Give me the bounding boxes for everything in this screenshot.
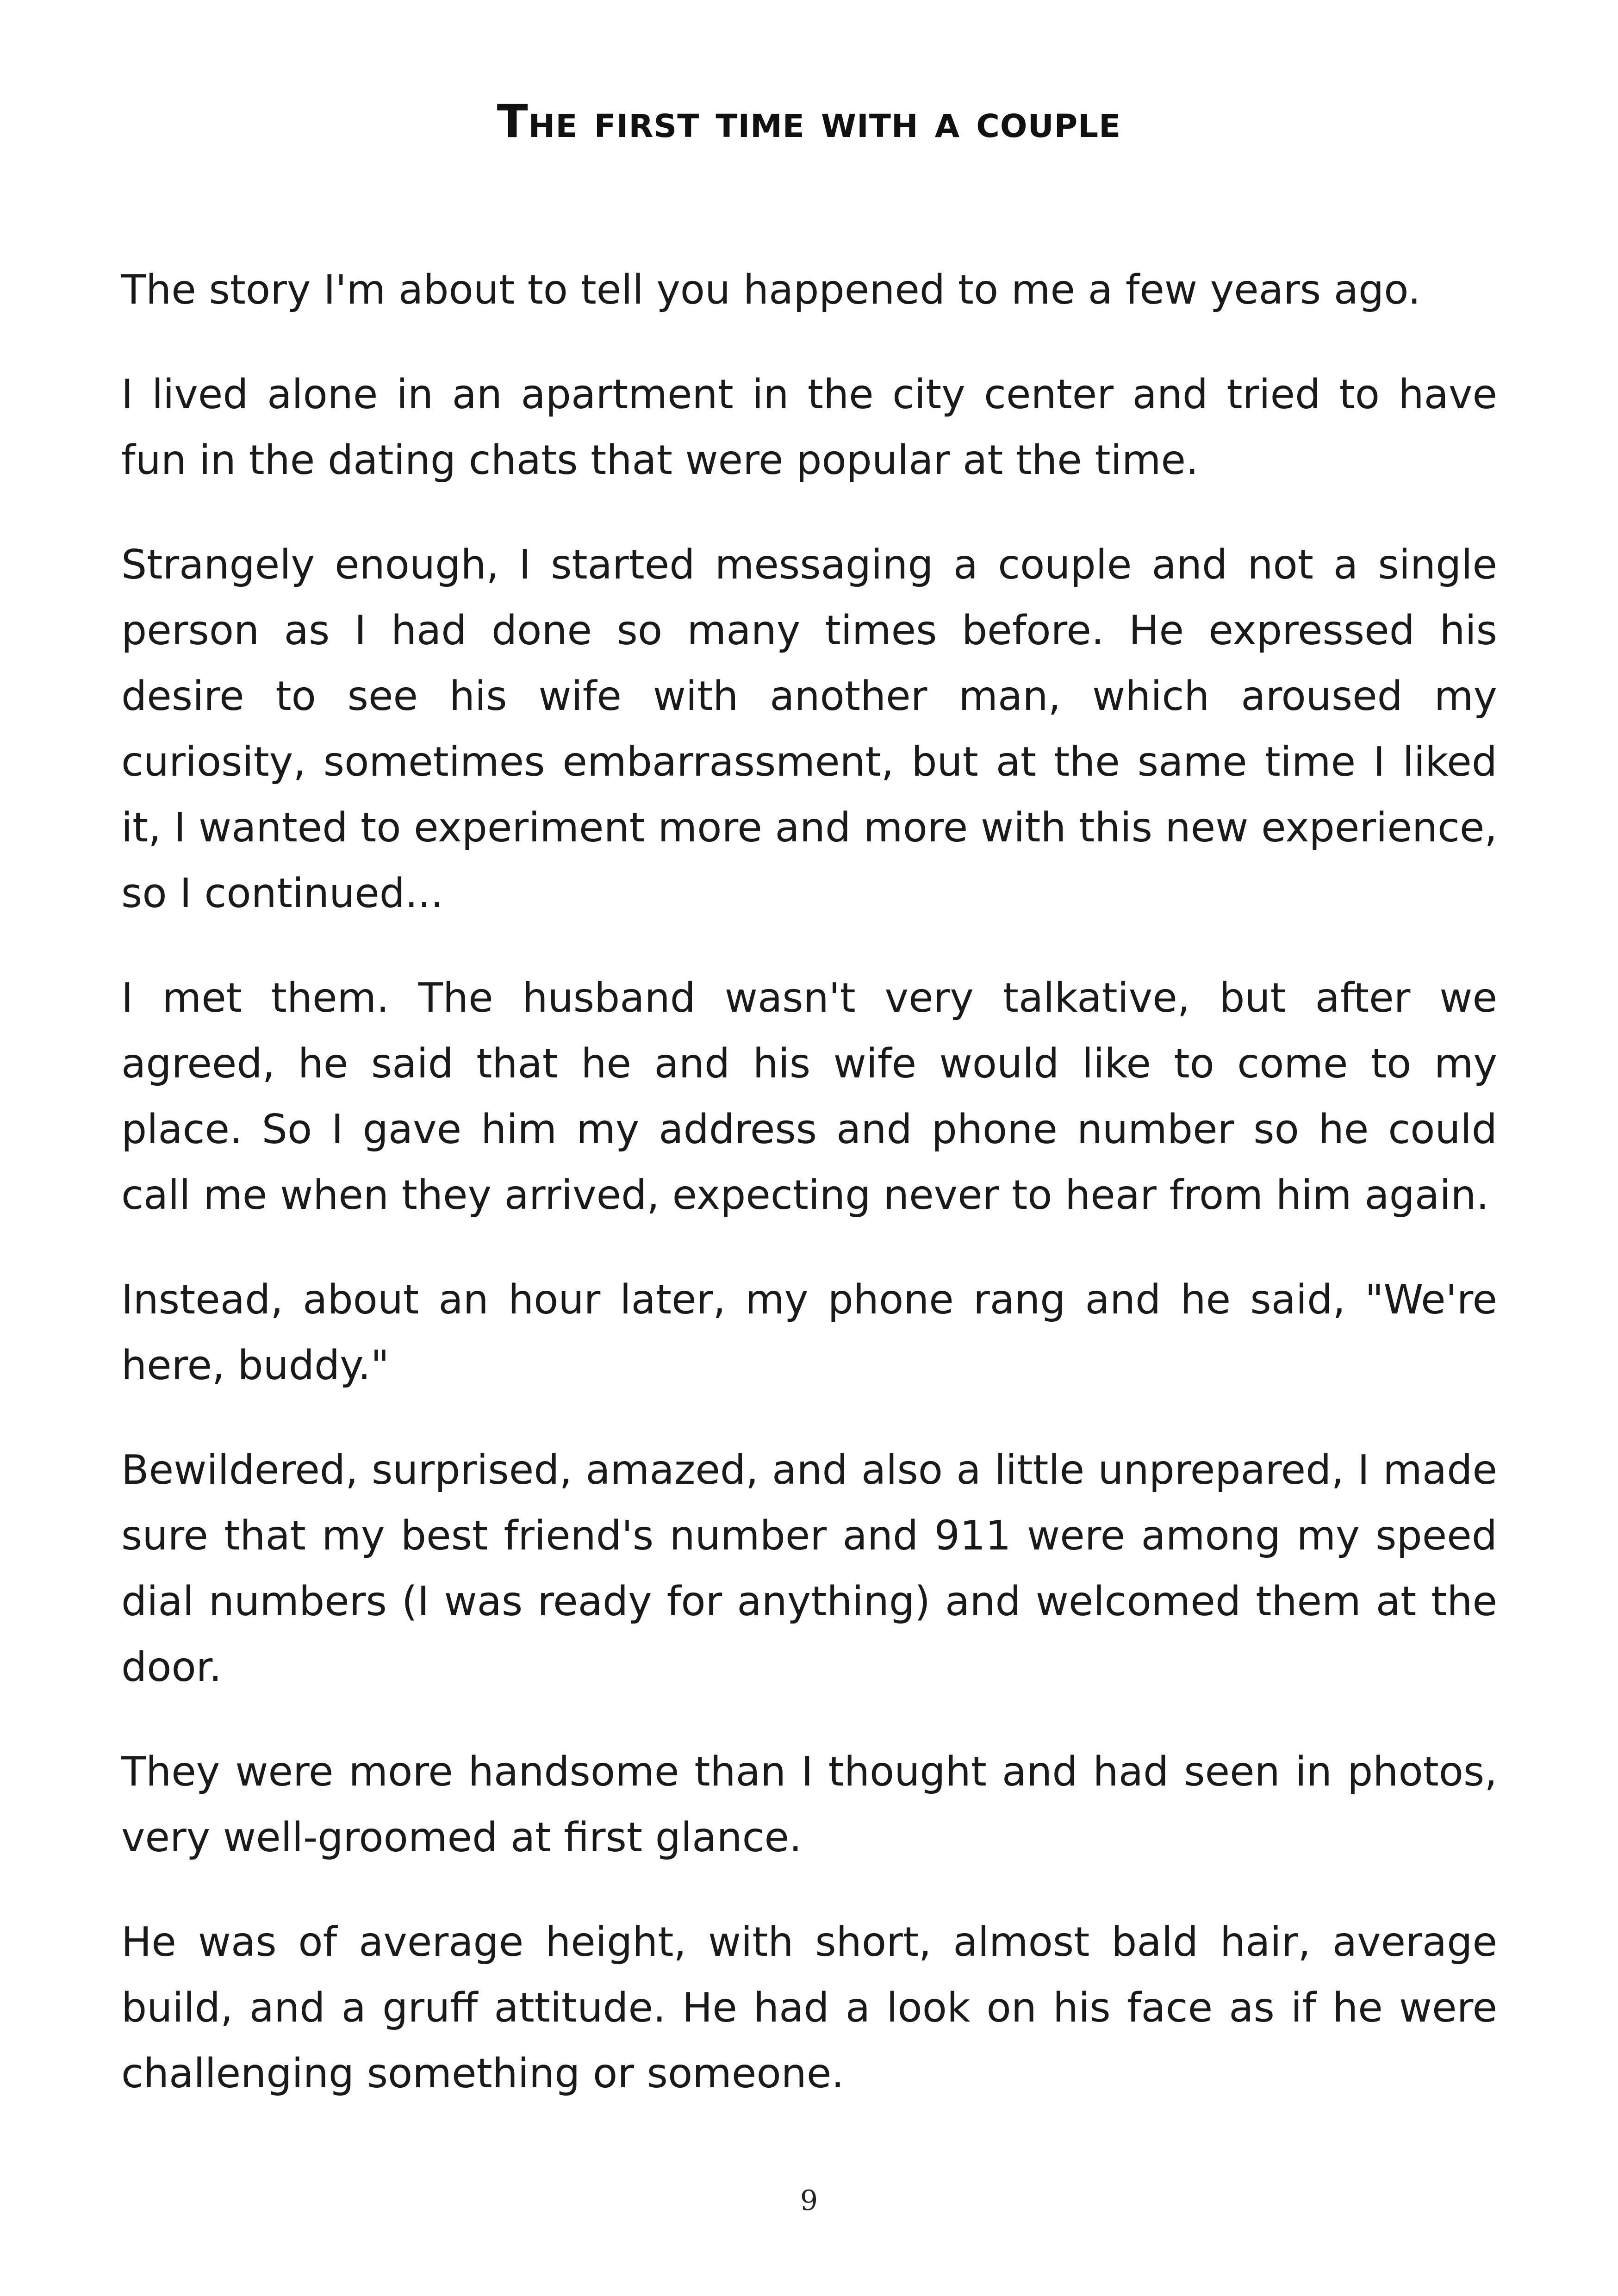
- chapter-body: [121, 257, 1497, 2145]
- paragraph: They were more handsome than I thought and had seen in photos, very well-groomed at first glance.: [121, 1748, 1497, 1861]
- page-number: 9: [800, 2184, 818, 2217]
- paragraph: Strangely enough, I started messaging a couple and not a single person as I had done so many times before. He expressed his desire to see his wife with another man, which aroused my curiosity, sometimes embarrassment, but at the same time I liked it, I wanted to experiment more and more with this new experience, so I continued...: [121, 541, 1497, 917]
- paragraph: I met them. The husband wasn't very talkative, but after we agreed, he said that he and his wife would like to come to my place. So I gave him my address and phone number so he could call me when they arrived, expecting never to hear from him again.: [121, 974, 1497, 1219]
- paragraph: He was of average height, with short, almost bald hair, average build, and a gruff attitude. He had a look on his face as if he were challenging something or someone.: [121, 1918, 1497, 2097]
- paragraph: Instead, about an hour later, my phone rang and he said, "We're here, buddy.": [121, 1276, 1497, 1389]
- chapter-title: The first time with a couple: [497, 95, 1121, 148]
- paragraph: Bewildered, surprised, amazed, and also a little unprepared, I made sure that my best friend's number and 911 were among my speed dial numbers (I was ready for anything) and welcomed them at the door.: [121, 1446, 1497, 1691]
- paragraph: I lived alone in an apartment in the city center and tried to have fun in the dating chats that were popular at the time.: [121, 371, 1497, 484]
- paragraph: The story I'm about to tell you happened to me a few years ago.: [121, 266, 1421, 313]
